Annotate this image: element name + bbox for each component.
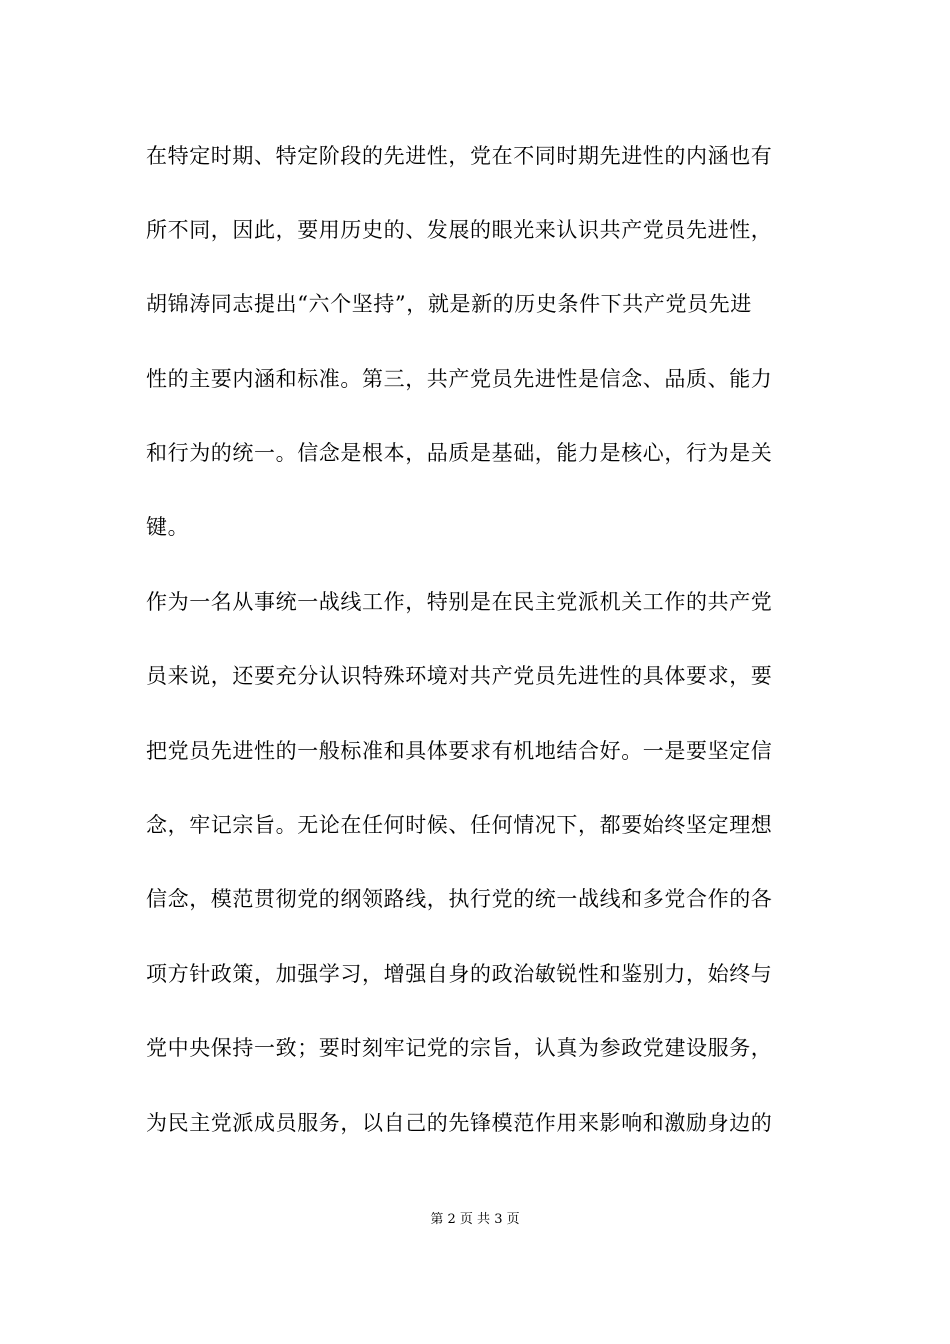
text-line: 党中央保持一致；要时刻牢记党的宗旨，认真为参政党建设服务， [146,1036,773,1060]
page-footer [0,1210,950,1230]
text-line: 在特定时期、特定阶段的先进性，党在不同时期先进性的内涵也有 [146,144,773,168]
page-number-indicator: 第 2 页 共 3 页 [430,1212,520,1227]
text-line: 员来说，还要充分认识特殊环境对共产党员先进性的具体要求，要 [146,664,773,688]
text-line: 为民主党派成员服务，以自己的先锋模范作用来影响和激励身边的 [146,1111,773,1135]
text-line: 胡锦涛同志提出“六个坚持”，就是新的历史条件下共产党员先进 [146,292,752,316]
text-line: 性的主要内涵和标准。第三，共产党员先进性是信念、品质、能力 [146,367,773,391]
text-line: 键。 [146,515,190,539]
text-line: 和行为的统一。信念是根本，品质是基础，能力是核心，行为是关 [146,441,773,465]
text-line: 作为一名从事统一战线工作，特别是在民主党派机关工作的共产党 [146,590,773,614]
text-line: 把党员先进性的一般标准和具体要求有机地结合好。一是要坚定信 [146,739,773,763]
text-line: 信念，模范贯彻党的纲领路线，执行党的统一战线和多党合作的各 [146,887,773,911]
text-line: 念，牢记宗旨。无论在任何时候、任何情况下，都要始终坚定理想 [146,813,773,837]
text-line: 项方针政策，加强学习，增强自身的政治敏锐性和鉴别力，始终与 [146,962,773,986]
text-line: 所不同，因此，要用历史的、发展的眼光来认识共产党员先进性， [146,218,773,242]
